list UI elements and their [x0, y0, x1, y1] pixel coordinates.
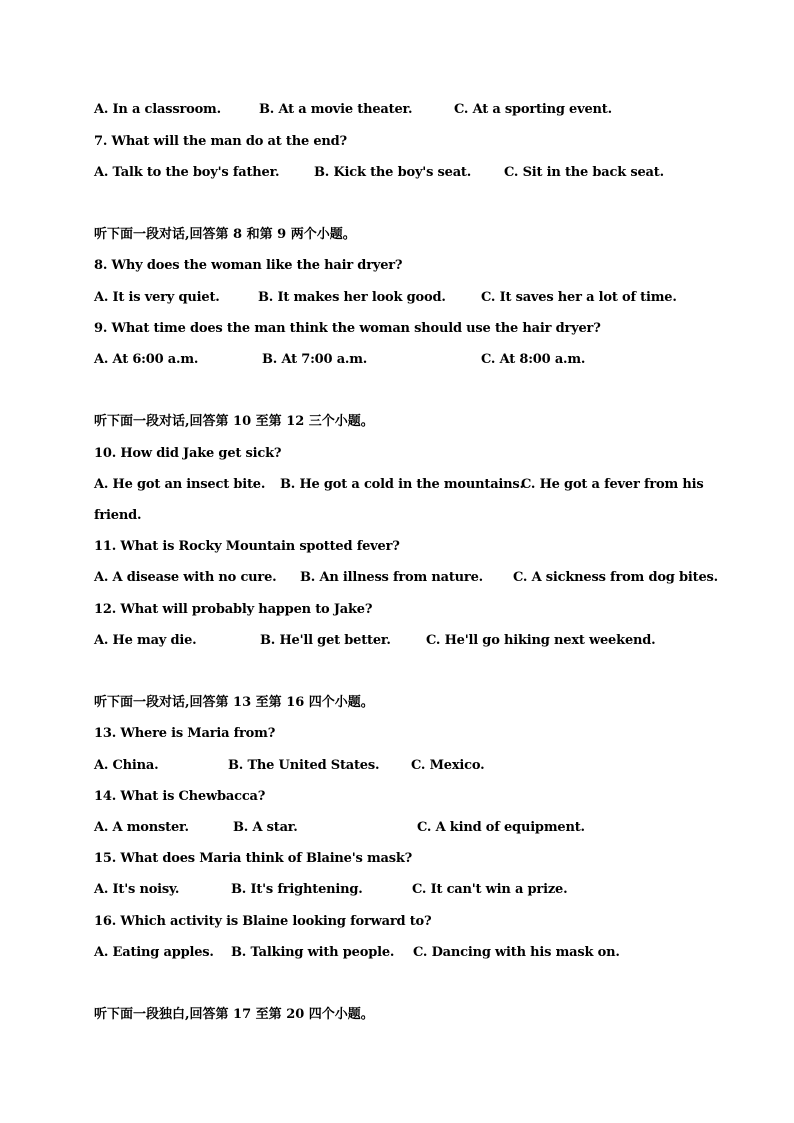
q12-question: 12. What will probably happen to Jake?: [94, 602, 373, 617]
q10-question: 10. How did Jake get sick?: [94, 446, 282, 461]
q6-option-c: C. At a sporting event.: [454, 102, 612, 117]
q15-option-b: B. It's frightening.: [231, 882, 363, 897]
q11-option-b: B. An illness from nature.: [300, 570, 483, 585]
q14-question: 14. What is Chewbacca?: [94, 789, 266, 804]
q7-option-c: C. Sit in the back seat.: [504, 165, 664, 180]
q13-option-b: B. The United States.: [228, 758, 380, 773]
section-heading-17-20: 听下面一段独白,回答第 17 至第 20 四个小题。: [94, 1007, 374, 1022]
q6-option-b: B. At a movie theater.: [259, 102, 413, 117]
q14-option-a: A. A monster.: [94, 820, 189, 835]
q8-option-b: B. It makes her look good.: [258, 290, 446, 305]
q10-option-c-continuation: friend.: [94, 508, 142, 523]
q11-question: 11. What is Rocky Mountain spotted fever?: [94, 539, 400, 554]
q9-question: 9. What time does the man think the woman should use the hair dryer?: [94, 321, 601, 336]
q16-option-b: B. Talking with people.: [231, 945, 395, 960]
q7-option-a: A. Talk to the boy's father.: [94, 165, 280, 180]
q16-question: 16. Which activity is Blaine looking forward to?: [94, 914, 432, 929]
q11-option-c: C. A sickness from dog bites.: [513, 570, 718, 585]
q14-option-c: C. A kind of equipment.: [417, 820, 585, 835]
q8-option-c: C. It saves her a lot of time.: [481, 290, 677, 305]
q11-option-a: A. A disease with no cure.: [94, 570, 277, 585]
q10-option-a: A. He got an insect bite.: [94, 477, 266, 492]
q15-option-c: C. It can't win a prize.: [412, 882, 568, 897]
q16-option-c: C. Dancing with his mask on.: [413, 945, 620, 960]
q9-option-c: C. At 8:00 a.m.: [481, 352, 586, 367]
q13-option-a: A. China.: [94, 758, 159, 773]
q13-option-c: C. Mexico.: [411, 758, 485, 773]
q7-question: 7. What will the man do at the end?: [94, 134, 347, 149]
q6-option-a: A. In a classroom.: [94, 102, 221, 117]
q12-option-a: A. He may die.: [94, 633, 197, 648]
q8-question: 8. Why does the woman like the hair dryer?: [94, 258, 403, 273]
q8-option-a: A. It is very quiet.: [94, 290, 220, 305]
q9-option-a: A. At 6:00 a.m.: [94, 352, 199, 367]
q7-option-b: B. Kick the boy's seat.: [314, 165, 472, 180]
q15-option-a: A. It's noisy.: [94, 882, 180, 897]
q12-option-b: B. He'll get better.: [260, 633, 391, 648]
q10-option-b: B. He got a cold in the mountains.: [280, 477, 524, 492]
section-heading-10-12: 听下面一段对话,回答第 10 至第 12 三个小题。: [94, 414, 374, 429]
q15-question: 15. What does Maria think of Blaine's mask?: [94, 851, 413, 866]
section-heading-8-9: 听下面一段对话,回答第 8 和第 9 两个小题。: [94, 227, 356, 242]
q12-option-c: C. He'll go hiking next weekend.: [426, 633, 656, 648]
q14-option-b: B. A star.: [233, 820, 298, 835]
q16-option-a: A. Eating apples.: [94, 945, 214, 960]
q10-option-c: C. He got a fever from his: [521, 477, 704, 492]
q13-question: 13. Where is Maria from?: [94, 726, 276, 741]
section-heading-13-16: 听下面一段对话,回答第 13 至第 16 四个小题。: [94, 695, 374, 710]
q9-option-b: B. At 7:00 a.m.: [262, 352, 368, 367]
